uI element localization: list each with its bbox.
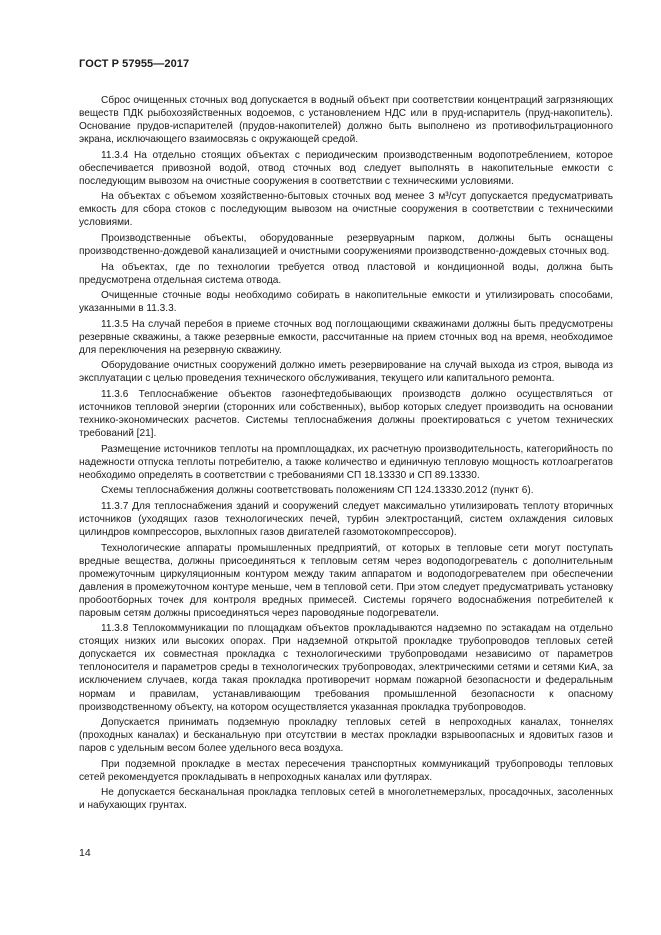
paragraph: 11.3.8 Теплокоммуникации по площадкам объектов прокладываются надземно по эстакадам на отдельно стоящих низких или высоких опорах. При надземной открытой прокладке трубопроводов тепловых сетей допускается их совместная прокладка с технологическими трубопроводами независимо от параметров теплоносителя и параметров среды в технологических трубопроводах, электрическими сетями и сетями КиА, за исключением случаев, когда такая прокладка противоречит нормам пожарной безопасности и федеральным нормам и правилам, устанавливающим требования промышленной безопасности к опасному производственному объекту, на котором осуществляется указанная прокладка трубопроводов. xyxy=(79,623,613,713)
paragraph: 11.3.6 Теплоснабжение объектов газонефтедобывающих производств должно осуществляться от источников тепловой энергии (сторонних или собственных), выбор которых следует производить на основании технико-экономических расчетов. Системы теплоснабжения должны проектироваться с учетом технических требований [21]. xyxy=(79,388,613,440)
paragraph: Сброс очищенных сточных вод допускается в водный объект при соответствии концентраций загрязняющих веществ ПДК рыбохозяйственных водоемов, с установлением НДС или в пруд-испаритель (пруд-накопитель). Основание прудов-испарителей (прудов-накопителей) должно быть выполнено из противофильтрационного экрана, исключающего взаимосвязь с окружающей средой. xyxy=(79,95,613,146)
paragraph: 11.3.5 На случай перебоя в приеме сточных вод поглощающими скважинами должны быть предусмотрены резервные скважины, а также резервные емкости, рассчитанные на прием сточных вод на время, необходимое для переключения на резервную скважину. xyxy=(79,318,613,356)
paragraph: Схемы теплоснабжения должны соответствовать положениям СП 124.13330.2012 (пункт 6). xyxy=(101,485,534,497)
paragraph: На объектах с объемом хозяйственно-бытовых сточных вод менее 3 м³/сут допускается предусматривать емкость для сбора стоков с последующим вывозом на очистные сооружения в соответствии с техническими условиями. xyxy=(79,191,613,229)
paragraph: Производственные объекты, оборудованные резервуарным парком, должны быть оснащены производственно-дождевой канализацией и очистными сооружениями производственно-дождевых сточных вод. xyxy=(79,232,613,258)
document-header: ГОСТ Р 57955—2017 xyxy=(79,58,190,70)
page-number: 14 xyxy=(79,847,91,859)
paragraph: Оборудование очистных сооружений должно иметь резервирование на случай выхода из строя, вывода из эксплуатации с целью проведения технического обслуживания, текущего или капитального ремонта. xyxy=(79,360,613,385)
paragraph: 11.3.4 На отдельно стоящих объектах с периодическим производственным водопотреблением, которое обеспечивается привозной водой, отвод сточных вод следует выполнять в накопительные емкости с последующим вывозом на очистные сооружения в соответствии с техническими условиями. xyxy=(79,149,613,187)
paragraph: 11.3.7 Для теплоснабжения зданий и сооружений следует максимально утилизировать теплоту вторичных источников (уходящих газов технологических печей, турбин электростанций, систем охлаждения силовых цилиндров компрессоров, выхлопных газов двигателей газомотокомпрессоров). xyxy=(79,500,613,538)
paragraph: На объектах, где по технологии требуется отвод пластовой и кондиционной воды, должна быть предусмотрена отдельная система отвода. xyxy=(79,261,613,286)
paragraph: Технологические аппараты промышленных предприятий, от которых в тепловые сети могут поступать вредные вещества, должны присоединяться к тепловым сетям через водоподогреватель с дополнительным промежуточным циркуляционным контуром между таким аппаратом и водоподогревателем при обеспечении давления в промежуточном контуре меньше, чем в тепловой сети. При этом следует предусматривать установку пробоотборных точек для контроля вредных примесей. Системы горячего водоснабжения потребителей к паровым сетям должны присоединяться через пароводяные подогреватели. xyxy=(79,542,613,619)
paragraph: Не допускается бесканальная прокладка тепловых сетей в многолетнемерзлых, просадочных, засоленных и набухающих грунтах. xyxy=(79,787,613,812)
paragraph: При подземной прокладке в местах пересечения транспортных коммуникаций трубопроводы тепловых сетей рекомендуется прокладывать в непроходных каналах или футлярах. xyxy=(79,758,613,783)
paragraph: Очищенные сточные воды необходимо собирать в накопительные емкости и утилизировать способами, указанными в 11.3.3. xyxy=(79,290,613,315)
paragraph: Размещение источников теплоты на промплощадках, их расчетную производительность, категорийность по надежности отпуска теплоты потребителю, а также количество и единичную тепловую мощность котлоагрегатов необходимо определять в соответствии с требованиями СП 18.13330 и СП 89.13330. xyxy=(79,443,613,481)
document-body xyxy=(79,94,613,815)
paragraph: Допускается принимать подземную прокладку тепловых сетей в непроходных каналах, тоннелях (проходных каналах) и бесканальную при отсутствии в местах прокладки взрывоопасных и ядовитых газов и паров с удельным весом более удельного веса воздуха. xyxy=(79,717,613,755)
